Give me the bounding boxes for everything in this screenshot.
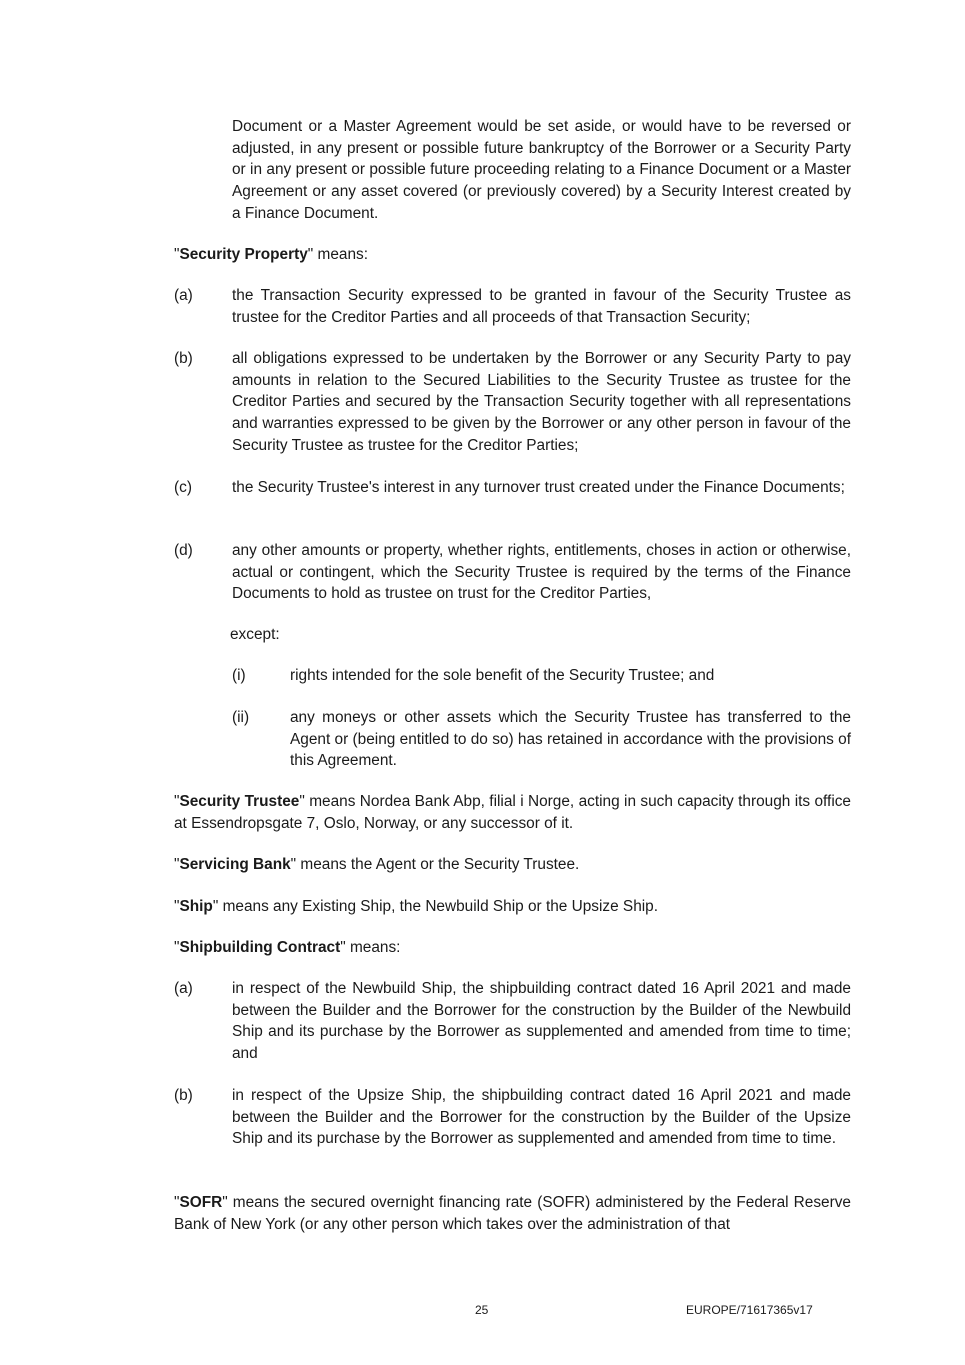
list-item-text: the Security Trustee's interest in any turnover trust created under the Finance Documents;: [232, 479, 845, 496]
document-reference: EUROPE/71617365v17: [686, 1303, 813, 1317]
list-item-text: the Transaction Security expressed to be granted in favour of the Security Trustee as trustee for the Creditor Parties and all proceeds of that Transaction Security;: [232, 287, 851, 326]
definition-ship: "Ship" means any Existing Ship, the Newbuild Ship or the Upsize Ship.: [174, 898, 659, 915]
defined-term: Ship: [179, 898, 213, 915]
except-label: except:: [230, 626, 280, 643]
sub-item-text: rights intended for the sole benefit of the Security Trustee; and: [290, 667, 715, 684]
list-item-label: (a): [174, 980, 193, 997]
list-item-label: (a): [174, 287, 193, 304]
definition-shipbuilding-contract: "Shipbuilding Contract" means:: [174, 939, 401, 956]
list-item-label: (d): [174, 542, 193, 559]
defined-term: Shipbuilding Contract: [179, 939, 341, 956]
definition-security-property: "Security Property" means:: [174, 246, 368, 263]
definition-security-trustee: "Security Trustee" means Nordea Bank Abp, filial i Norge, acting in such capacity through its office at Essendropsgate 7, Oslo, Norway, or any successor of it.: [174, 793, 851, 832]
continuation-paragraph: Document or a Master Agreement would be set aside, or would have to be reversed or adjusted, in any present or possible future bankruptcy of the Borrower or a Security Party or in any present or possible future proceeding relating to a Finance Document or a Master Agreement or any asset covered (or previously covered) by a Security Interest created by a Finance Document.: [232, 118, 851, 222]
defined-term: Security Trustee: [179, 793, 300, 810]
list-item-label: (b): [174, 350, 193, 367]
list-item-label: (b): [174, 1087, 193, 1104]
defined-term: SOFR: [179, 1194, 223, 1211]
sub-item-label: (ii): [232, 709, 250, 726]
list-item-text: all obligations expressed to be undertaken by the Borrower or any Security Party to pay amounts in relation to the Secured Liabilities to the Security Trustee as trustee for the Creditor Parties and secured by the Transaction Security together with all representations and warranties expressed to be given by the Borrower or any other person in favour of the Security Trustee as trustee for the Creditor Parties;: [232, 350, 851, 454]
list-item-label: (c): [174, 479, 192, 496]
page-number: 25: [475, 1303, 489, 1317]
list-item-text: any other amounts or property, whether rights, entitlements, choses in action or otherwise, actual or contingent, which the Security Trustee is required by the terms of the Finance Documents to hold as trustee on trust for the Creditor Parties,: [232, 542, 851, 603]
defined-term: Servicing Bank: [179, 856, 291, 873]
list-item-text: in respect of the Newbuild Ship, the shipbuilding contract dated 16 April 2021 and made between the Builder and the Borrower for the construction by the Builder of the Newbuild Ship and its purchase by the Borrower as supplemented and amended from time to time; and: [232, 980, 851, 1063]
sub-item-label: (i): [232, 667, 246, 684]
definition-sofr: "SOFR" means the secured overnight financing rate (SOFR) administered by the Federal Reserve Bank of New York (or any other person which takes over the administration of that: [174, 1194, 851, 1233]
sub-item-text: any moneys or other assets which the Security Trustee has transferred to the Agent or (being entitled to do so) has retained in accordance with the provisions of this Agreement.: [290, 709, 851, 770]
list-item-text: in respect of the Upsize Ship, the shipbuilding contract dated 16 April 2021 and made between the Builder and the Borrower for the construction by the Builder of the Upsize Ship and its purchase by the Borrower as supplemented and amended from time to time.: [232, 1087, 851, 1148]
definition-servicing-bank: "Servicing Bank" means the Agent or the Security Trustee.: [174, 856, 580, 873]
defined-term: Security Property: [179, 246, 308, 263]
